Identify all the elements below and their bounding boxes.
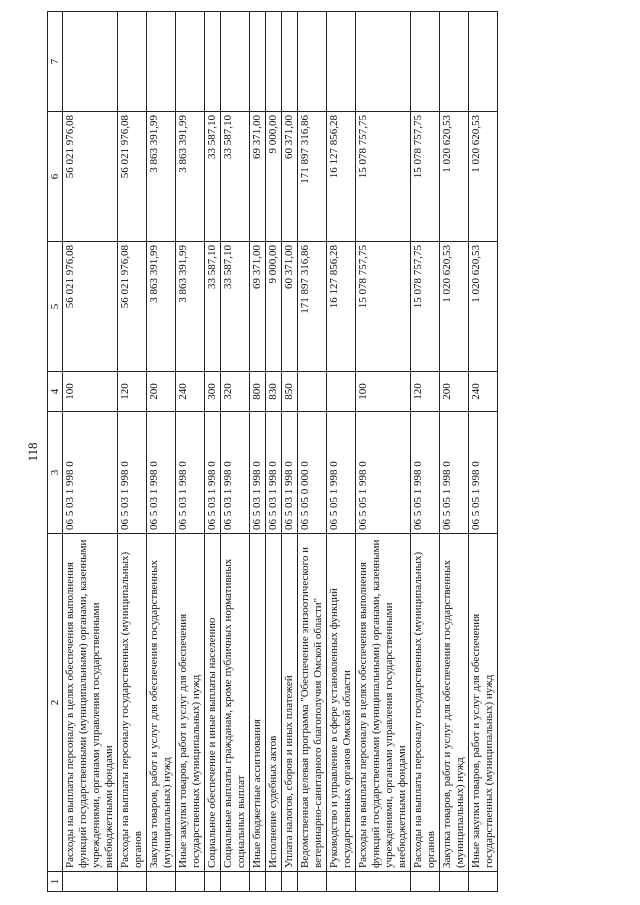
target-article-code: 06 5 03 1 998 0	[250, 412, 266, 534]
target-article-code: 06 5 03 1 998 0	[266, 412, 282, 534]
amount-col6: 1 020 620,53	[440, 112, 469, 242]
amount-col5: 60 371,00	[282, 242, 298, 372]
expense-name: Закупка товаров, работ и услуг для обеспечения государственных (муниципальных) нужд	[147, 534, 176, 872]
column-header: 7	[48, 12, 63, 112]
expense-kind-code: 240	[469, 372, 498, 412]
target-article-code: 06 5 05 1 998 0	[356, 412, 411, 534]
expense-kind-code: 300	[205, 372, 221, 412]
expense-kind-code: 800	[250, 372, 266, 412]
amount-col5: 171 897 316,86	[298, 242, 327, 372]
column-header: 1	[48, 872, 63, 892]
table-row	[176, 12, 205, 892]
cell-col7	[282, 12, 298, 112]
cell-col7	[176, 12, 205, 112]
amount-col6: 1 020 620,53	[469, 112, 498, 242]
expense-kind-code	[327, 372, 356, 412]
cell-col7	[327, 12, 356, 112]
table-row	[327, 12, 356, 892]
amount-col6: 33 587,10	[221, 112, 250, 242]
expense-name: Руководство и управление в сфере установленных функций государственных органов Омской области	[327, 534, 356, 872]
column-header: 3	[48, 412, 63, 534]
target-article-code: 06 5 03 1 998 0	[147, 412, 176, 534]
expense-kind-code: 240	[176, 372, 205, 412]
expense-name: Исполнение судебных актов	[266, 534, 282, 872]
table-row	[282, 12, 298, 892]
amount-col5: 33 587,10	[221, 242, 250, 372]
expense-kind-code: 200	[147, 372, 176, 412]
table-row	[118, 12, 147, 892]
expense-name: Ведомственная целевая программа "Обеспечение эпизоотического и ветеринарно-санитарного благополучия Омской области"	[298, 534, 327, 872]
amount-col6: 171 897 316,86	[298, 112, 327, 242]
amount-col6: 15 078 757,75	[356, 112, 411, 242]
cell-col1	[469, 872, 498, 892]
amount-col5: 56 021 976,08	[63, 242, 118, 372]
amount-col6: 69 371,00	[250, 112, 266, 242]
table-row	[298, 12, 327, 892]
cell-col1	[356, 872, 411, 892]
amount-col5: 9 000,00	[266, 242, 282, 372]
table-row	[469, 12, 498, 892]
amount-col5: 69 371,00	[250, 242, 266, 372]
amount-col6: 3 863 391,99	[147, 112, 176, 242]
target-article-code: 06 5 05 0 000 0	[298, 412, 327, 534]
column-header: 4	[48, 372, 63, 412]
cell-col1	[327, 872, 356, 892]
expense-kind-code: 120	[118, 372, 147, 412]
cell-col1	[176, 872, 205, 892]
table-row	[440, 12, 469, 892]
expense-name: Уплата налогов, сборов и иных платежей	[282, 534, 298, 872]
expense-name: Социальное обеспечение и иные выплаты населению	[205, 534, 221, 872]
amount-col5: 56 021 976,08	[118, 242, 147, 372]
expense-name: Социальные выплаты гражданам, кроме публичных нормативных социальных выплат	[221, 534, 250, 872]
column-number-row	[48, 12, 63, 892]
expense-kind-code: 100	[356, 372, 411, 412]
cell-col1	[282, 872, 298, 892]
cell-col1	[440, 872, 469, 892]
cell-col1	[298, 872, 327, 892]
cell-col7	[118, 12, 147, 112]
target-article-code: 06 5 03 1 998 0	[176, 412, 205, 534]
expense-name: Иные закупки товаров, работ и услуг для обеспечения государственных (муниципальных) нужд	[469, 534, 498, 872]
cell-col7	[411, 12, 440, 112]
table-row	[356, 12, 411, 892]
expense-name: Расходы на выплаты персоналу государственных (муниципальных) органов	[118, 534, 147, 872]
target-article-code: 06 5 05 1 998 0	[327, 412, 356, 534]
expense-kind-code: 850	[282, 372, 298, 412]
amount-col5: 15 078 757,75	[411, 242, 440, 372]
cell-col1	[411, 872, 440, 892]
expense-name: Расходы на выплаты персоналу в целях обеспечения выполнения функций государственными (муниципальными) органами, казенными учреждениями, органами управления государственными внебюджетными фондами	[356, 534, 411, 872]
cell-col7	[356, 12, 411, 112]
amount-col6: 9 000,00	[266, 112, 282, 242]
amount-col6: 56 021 976,08	[63, 112, 118, 242]
target-article-code: 06 5 03 1 998 0	[205, 412, 221, 534]
amount-col5: 3 863 391,99	[176, 242, 205, 372]
table-row	[250, 12, 266, 892]
expense-kind-code: 100	[63, 372, 118, 412]
cell-col7	[440, 12, 469, 112]
amount-col6: 56 021 976,08	[118, 112, 147, 242]
cell-col1	[266, 872, 282, 892]
cell-col1	[118, 872, 147, 892]
table-row	[266, 12, 282, 892]
expense-kind-code: 120	[411, 372, 440, 412]
target-article-code: 06 5 05 1 998 0	[440, 412, 469, 534]
target-article-code: 06 5 03 1 998 0	[221, 412, 250, 534]
table-row	[205, 12, 221, 892]
table-row	[63, 12, 118, 892]
column-header: 6	[48, 112, 63, 242]
cell-col7	[250, 12, 266, 112]
amount-col6: 33 587,10	[205, 112, 221, 242]
target-article-code: 06 5 03 1 998 0	[282, 412, 298, 534]
cell-col7	[469, 12, 498, 112]
expense-name: Расходы на выплаты персоналу государственных (муниципальных) органов	[411, 534, 440, 872]
cell-col7	[298, 12, 327, 112]
cell-col7	[266, 12, 282, 112]
budget-table	[47, 11, 498, 892]
amount-col6: 16 127 856,28	[327, 112, 356, 242]
expense-kind-code	[298, 372, 327, 412]
table-row	[221, 12, 250, 892]
target-article-code: 06 5 05 1 998 0	[411, 412, 440, 534]
rotated-document-page	[25, 12, 615, 892]
amount-col5: 15 078 757,75	[356, 242, 411, 372]
cell-col7	[63, 12, 118, 112]
target-article-code: 06 5 03 1 998 0	[118, 412, 147, 534]
amount-col5: 3 863 391,99	[147, 242, 176, 372]
expense-kind-code: 320	[221, 372, 250, 412]
expense-name: Иные бюджетные ассигнования	[250, 534, 266, 872]
page-number: 118	[25, 442, 40, 462]
amount-col6: 3 863 391,99	[176, 112, 205, 242]
table-row	[147, 12, 176, 892]
cell-col7	[205, 12, 221, 112]
amount-col5: 16 127 856,28	[327, 242, 356, 372]
column-header: 2	[48, 534, 63, 872]
expense-name: Расходы на выплаты персоналу в целях обеспечения выполнения функций государственными (муниципальными) органами, казенными учреждениями, органами управления государственными внебюджетными фондами	[63, 534, 118, 872]
expense-kind-code: 830	[266, 372, 282, 412]
expense-name: Закупка товаров, работ и услуг для обеспечения государственных (муниципальных) нужд	[440, 534, 469, 872]
cell-col1	[63, 872, 118, 892]
amount-col6: 15 078 757,75	[411, 112, 440, 242]
amount-col5: 33 587,10	[205, 242, 221, 372]
amount-col6: 60 371,00	[282, 112, 298, 242]
target-article-code: 06 5 05 1 998 0	[469, 412, 498, 534]
cell-col1	[250, 872, 266, 892]
amount-col5: 1 020 620,53	[469, 242, 498, 372]
cell-col7	[221, 12, 250, 112]
cell-col1	[147, 872, 176, 892]
cell-col1	[221, 872, 250, 892]
amount-col5: 1 020 620,53	[440, 242, 469, 372]
column-header: 5	[48, 242, 63, 372]
target-article-code: 06 5 03 1 998 0	[63, 412, 118, 534]
expense-name: Иные закупки товаров, работ и услуг для обеспечения государственных (муниципальных) нужд	[176, 534, 205, 872]
table-row	[411, 12, 440, 892]
cell-col7	[147, 12, 176, 112]
expense-kind-code: 200	[440, 372, 469, 412]
cell-col1	[205, 872, 221, 892]
